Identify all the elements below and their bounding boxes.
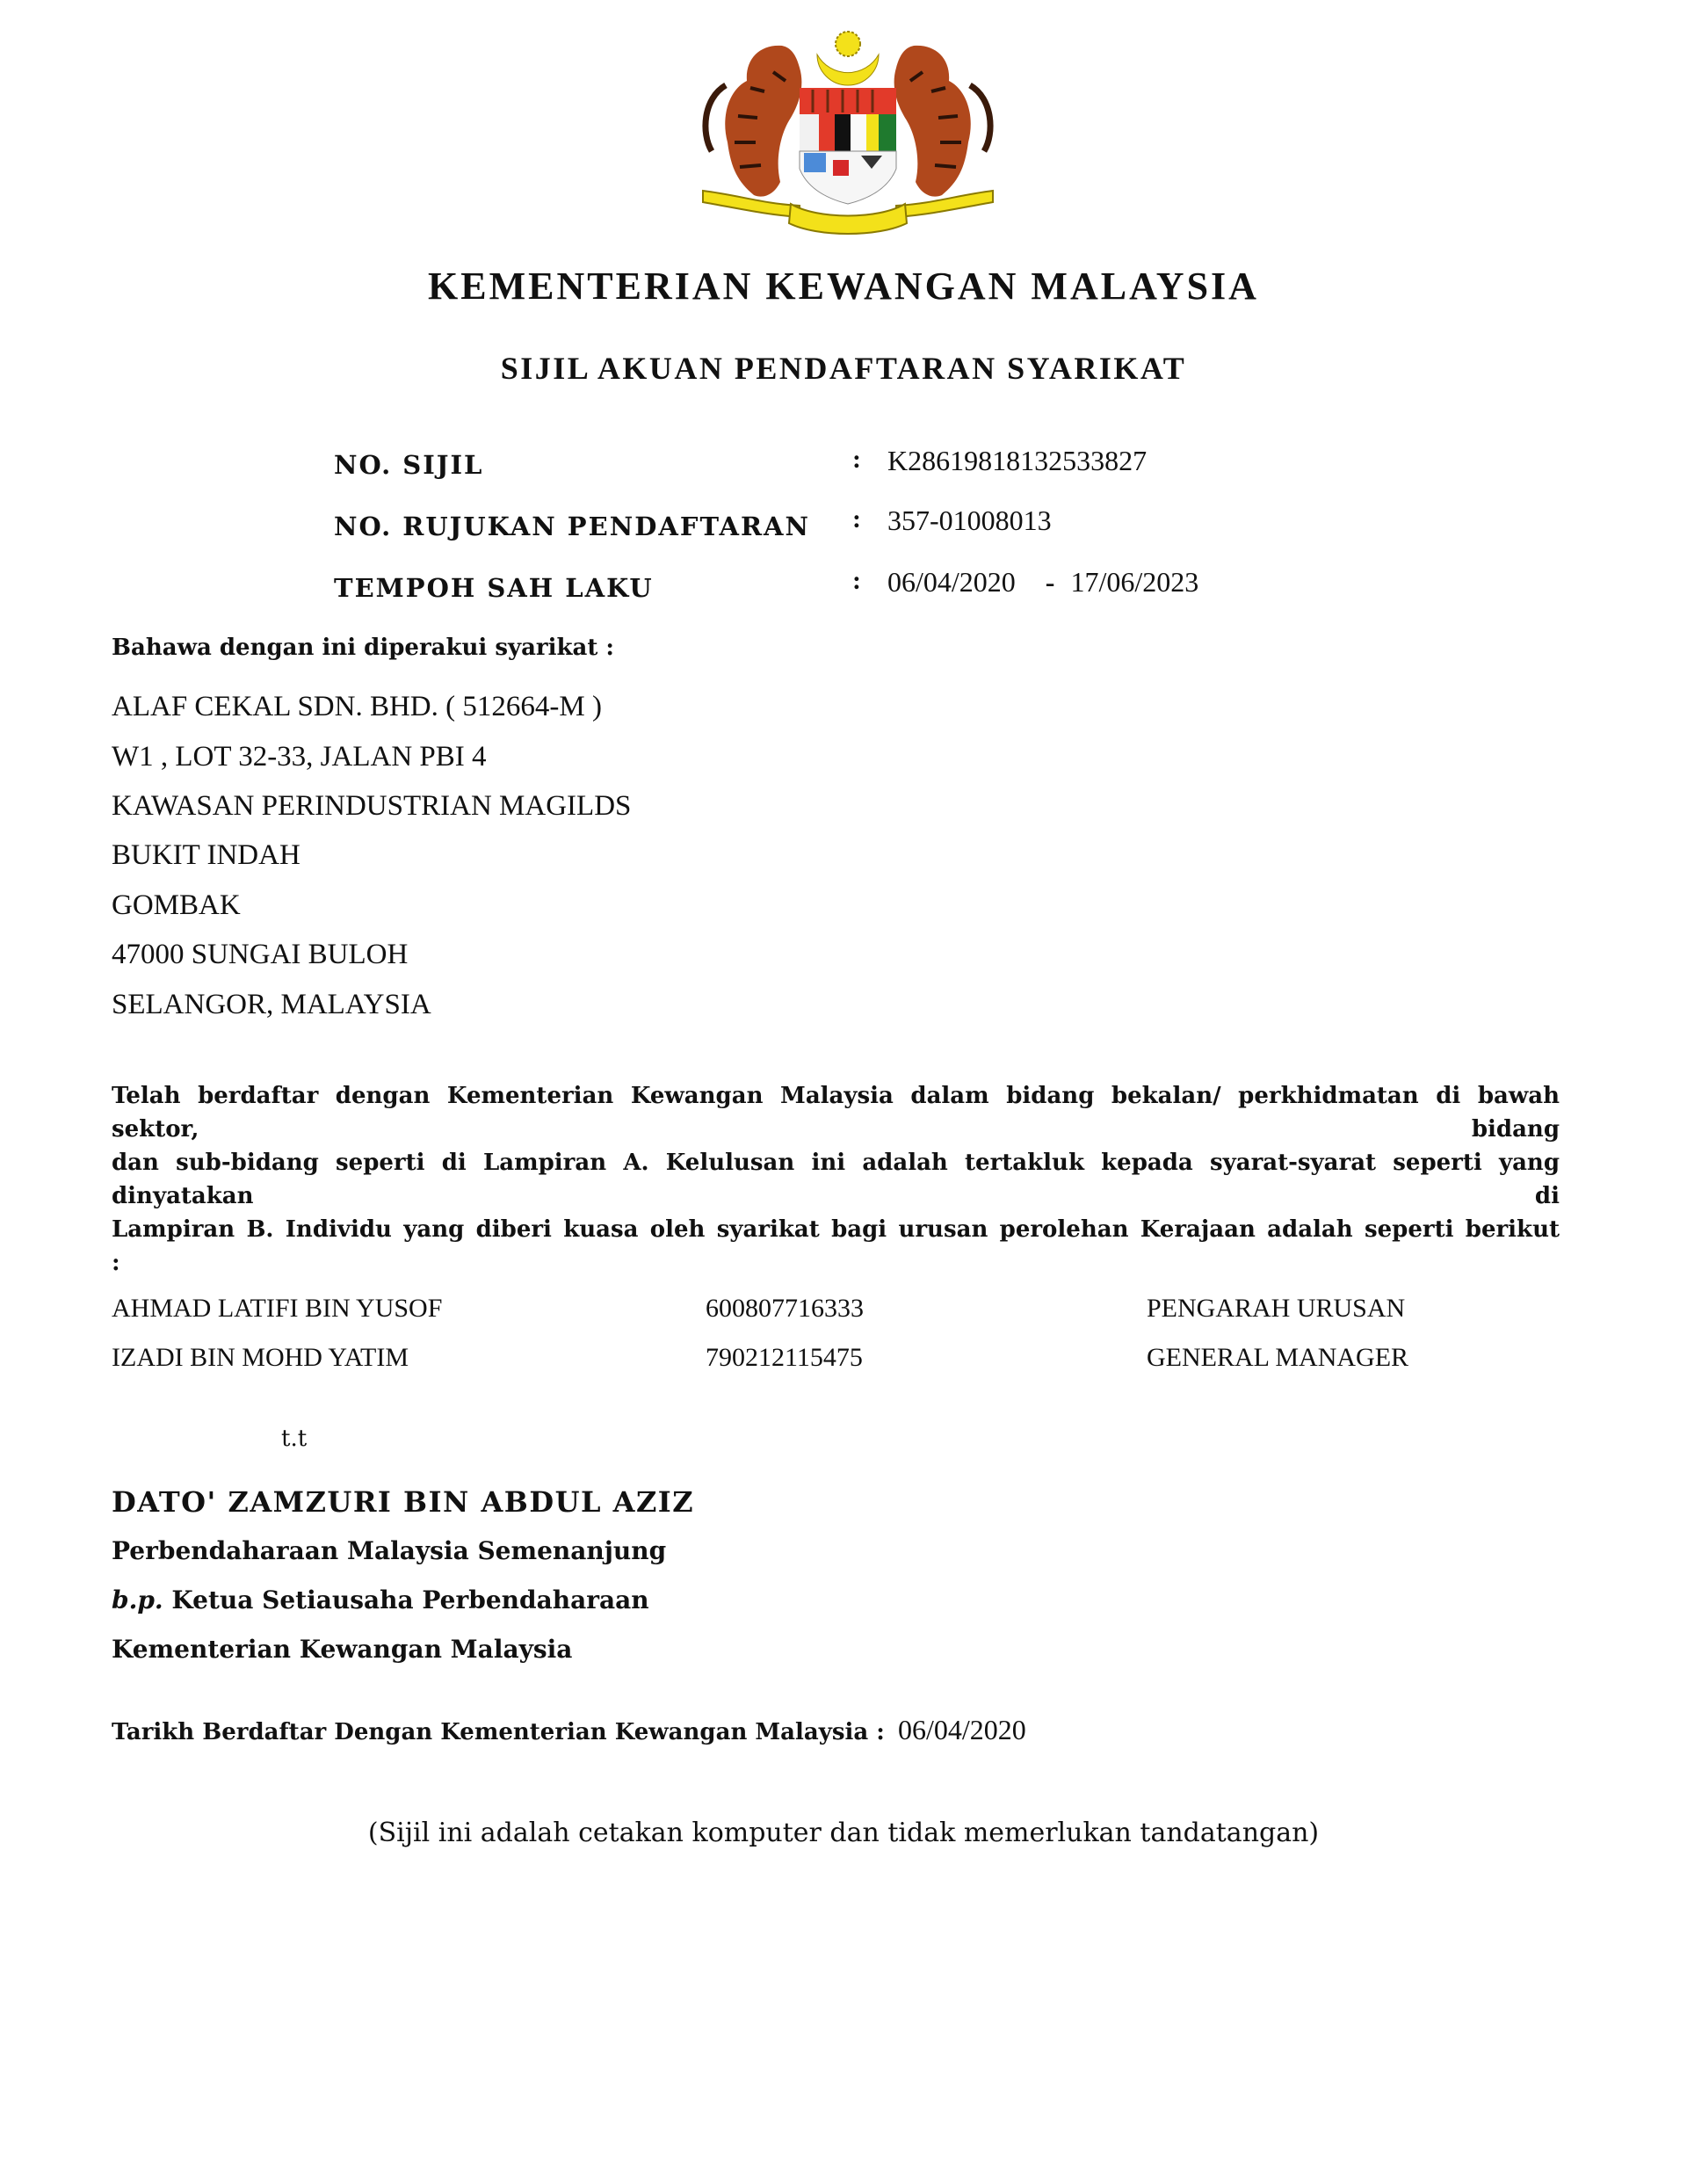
statement-line: dan sub-bidang seperti di Lampiran A. Kelulusan ini adalah tertakluk kepada syarat-syarat seperti yang dinyatakan di: [112, 1150, 1560, 1209]
field-value-no-rujukan: 357-01008013: [887, 504, 1052, 536]
valid-to: 17/06/2023: [1070, 566, 1199, 598]
field-colon: :: [852, 566, 861, 595]
address-line: BUKIT INDAH: [112, 839, 300, 871]
date-separator: -: [1045, 566, 1055, 598]
certificate-title: SIJIL AKUAN PENDAFTARAN SYARIKAT: [500, 351, 1187, 386]
rep-id: 600807716333: [706, 1294, 864, 1323]
malaysia-coat-of-arms-icon: [677, 19, 1019, 239]
address-line: SELANGOR, MALAYSIA: [112, 989, 431, 1020]
company-name: ALAF CEKAL SDN. BHD. ( 512664-M ): [112, 691, 602, 722]
right-tiger-icon: [894, 46, 990, 197]
signatory-role: [112, 1585, 649, 1614]
address-line: 47000 SUNGAI BULOH: [112, 939, 409, 970]
statement-line: Lampiran B. Individu yang diberi kuasa oleh syarikat bagi urusan perolehan Kerajaan adalah seperti berikut :: [112, 1216, 1560, 1276]
statement-line: Telah berdaftar dengan Kementerian Kewangan Malaysia dalam bidang bekalan/ perkhidmatan di bawah sektor, bidang: [112, 1083, 1560, 1143]
field-value-no-sijil: K28619818132533827: [887, 445, 1148, 476]
signatory-ministry: Kementerian Kewangan Malaysia: [112, 1635, 573, 1664]
address-line: GOMBAK: [112, 889, 241, 921]
left-tiger-icon: [706, 46, 801, 197]
ministry-title: KEMENTERIAN KEWANGAN MALAYSIA: [428, 265, 1259, 308]
field-label-no-sijil: NO. SIJIL: [334, 450, 484, 480]
rep-position: PENGARAH URUSAN: [1147, 1294, 1406, 1323]
rep-id: 790212115475: [706, 1343, 863, 1372]
field-colon: :: [852, 504, 861, 533]
bp-abbrev: b.p.: [112, 1585, 163, 1614]
field-label-tempoh: TEMPOH SAH LAKU: [334, 573, 654, 603]
shield-icon: [800, 88, 896, 204]
field-colon: :: [852, 445, 861, 474]
crescent-star-icon: [817, 32, 879, 85]
registration-date-value: 06/04/2020: [898, 1714, 1026, 1745]
address-line: W1 , LOT 32-33, JALAN PBI 4: [112, 741, 487, 773]
field-label-no-rujukan: NO. RUJUKAN PENDAFTARAN: [334, 512, 811, 541]
rep-name: AHMAD LATIFI BIN YUSOF: [112, 1294, 443, 1323]
field-value-tempoh: [887, 566, 1198, 599]
valid-from: 06/04/2020: [887, 566, 1016, 598]
signatory-name: DATO' ZAMZURI BIN ABDUL AZIZ: [112, 1485, 695, 1519]
company-intro: Bahawa dengan ini diperakui syarikat :: [112, 635, 615, 661]
signature-tt: t.t: [281, 1426, 308, 1452]
rep-position: GENERAL MANAGER: [1147, 1343, 1409, 1372]
signatory-org: Perbendaharaan Malaysia Semenanjung: [112, 1536, 667, 1565]
registration-date-label: Tarikh Berdaftar Dengan Kementerian Kewangan Malaysia :: [112, 1719, 885, 1745]
rep-name: IZADI BIN MOHD YATIM: [112, 1343, 409, 1372]
signatory-role-text: Ketua Setiausaha Perbendaharaan: [171, 1585, 649, 1614]
address-line: KAWASAN PERINDUSTRIAN MAGILDS: [112, 790, 632, 822]
computer-print-note: (Sijil ini adalah cetakan komputer dan tidak memerlukan tandatangan): [367, 1818, 1320, 1848]
registration-statement: [112, 1079, 1560, 1280]
